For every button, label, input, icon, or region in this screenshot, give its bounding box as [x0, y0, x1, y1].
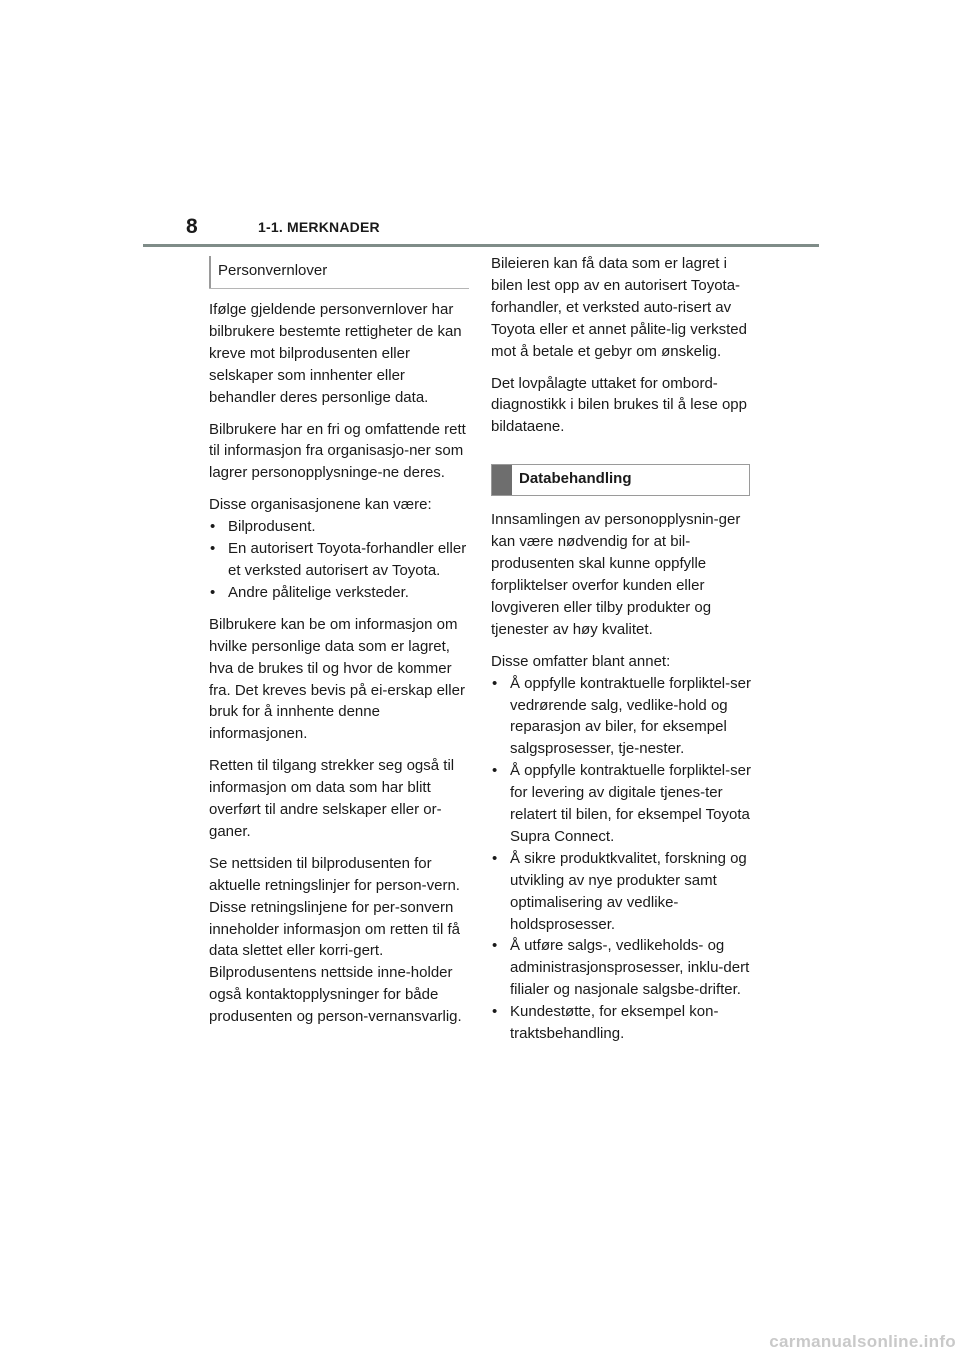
bullet-mark: •: [210, 540, 216, 558]
left-column: [209, 256, 469, 1038]
paragraph: Bileieren kan få data som er lagret i bilen lest opp av en autorisert Toyota-forhandler, et verksted auto-risert av Toyota eller et annet pålite-lig verksted mot å betale et gebyr om ønskelig.: [491, 255, 747, 360]
heading-bar: [209, 256, 211, 288]
heading-block: [492, 465, 512, 495]
list-item: • Kundestøtte, for eksempel kon-traktsbehandling.: [492, 1003, 719, 1043]
bullet-list: [209, 516, 469, 604]
section-heading-label: Personvernlover: [218, 262, 328, 279]
section-heading-databehandling: [491, 464, 750, 496]
paragraph: Bilbrukere kan be om informasjon om hvilke personlige data som er lagret, hva de brukes til og hvor de kommer fra. Det kreves bevis på ei-erskap eller bruk for å innhente denne informasjonen.: [209, 615, 465, 743]
paragraph: Ifølge gjeldende personvernlover har bilbrukere bestemte rettigheter de kan kreve mot bilprodusenten eller selskaper som innhenter eller behandler deres personlige data.: [209, 301, 462, 406]
paragraph: Det lovpålagte uttaket for ombord-diagnostikk i bilen brukes til å lese opp bildataene.: [491, 374, 747, 436]
list-item: • Andre pålitelige verksteder.: [209, 582, 469, 604]
paragraph: Disse omfatter blant annet:: [491, 652, 671, 670]
bullet-mark: •: [210, 518, 216, 536]
list-item: • Å utføre salgs-, vedlikeholds- og administrasjonsprosesser, inklu-dert filialer og nasjonale salgsbe-drifter.: [492, 937, 750, 999]
watermark: carmanualsonline.info: [769, 1332, 956, 1351]
bullet-mark: •: [492, 1003, 498, 1021]
list-item: • Bilprodusent.: [209, 516, 469, 538]
paragraph: Innsamlingen av personopplysnin-ger kan være nødvendig for at bil-produsenten skal kunne oppfylle forpliktelser overfor kunden eller lovgiveren eller tilby produkter og tjenester av høy kvalitet.: [491, 511, 741, 638]
list-item: • Å oppfylle kontraktuelle forpliktel-ser vedrørende salg, vedlike-hold og reparasjon av biler, for eksempel salgsprosesser, tje-nester.: [492, 674, 751, 758]
paragraph: Retten til tilgang strekker seg også til informasjon om data som har blitt overført til andre selskaper eller or-ganer.: [209, 757, 455, 840]
bullet-mark: •: [492, 849, 498, 867]
list-item: • Å oppfylle kontraktuelle forpliktel-ser for levering av digitale tjenes-ter relatert til bilen, for eksempel Toyota Supra Connect.: [492, 762, 751, 845]
page-number: 8: [186, 215, 198, 238]
paragraph: Bilbrukere har en fri og omfattende rett til informasjon fra organisasjo-ner som lagrer personopplysninge-ne deres.: [209, 420, 466, 482]
section-heading-personvernlover: [209, 256, 469, 289]
paragraph: Se nettsiden til bilprodusenten for aktuelle retningslinjer for person-vern. Disse retningslinjene for per-sonvern inneholder informasjon om retten til få data slettet eller korri-gert. Bilprodusentens nettside inne-holder også kontaktopplysninger for både produsenten og person-vernansvarlig.: [209, 854, 462, 1026]
list-item: • Å sikre produktkvalitet, forskning og utvikling av nye produkter samt optimalisering av vedlike-holdsprosesser.: [492, 849, 747, 933]
bullet-mark: •: [492, 937, 498, 955]
chapter-title: 1-1. MERKNADER: [258, 219, 380, 235]
bullet-mark: •: [492, 674, 498, 692]
section-heading-label: Databehandling: [519, 470, 632, 488]
list-item: • En autorisert Toyota-forhandler eller et verksted autorisert av Toyota.: [210, 540, 467, 579]
bullet-list: [491, 673, 751, 1045]
header-divider: [143, 244, 819, 247]
bullet-mark: •: [210, 583, 216, 601]
bullet-mark: •: [492, 762, 498, 780]
right-column: [491, 253, 751, 1055]
paragraph: Disse organisasjonene kan være:: [209, 496, 432, 514]
